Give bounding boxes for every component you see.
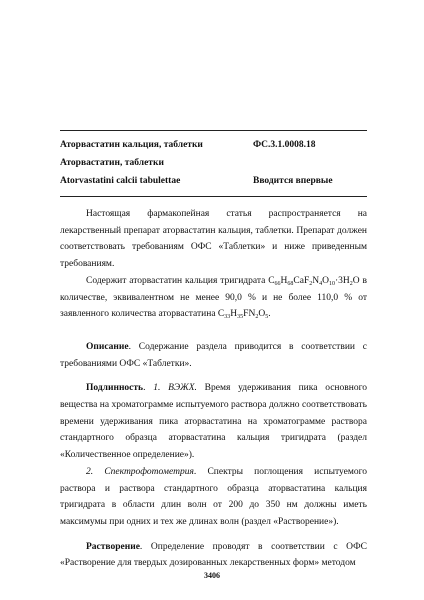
section-gap (60, 323, 367, 339)
monograph-title: Аторвастатин кальция, таблетки (60, 140, 203, 150)
header-top-rule (60, 130, 367, 131)
monograph-code: ФС.3.1.0008.18 (253, 140, 316, 150)
identity-spectro-paragraph: 2. Спектрофотометрия. Спектры поглощения испытуемого раствора и раствора стандартного образца аторвастатина кальция тригидрата в области длин волн от 200 до 350 нм должны иметь максимумы при одних и тех же длинах волн (раздел «Растворение»). (60, 466, 367, 527)
monograph-latin-title: Atorvastatini calcii tabulettae (60, 176, 181, 186)
identity-section: Подлинность. 1. ВЭЖХ. Время удерживания пика основного вещества на хроматограмме испытуемого раствора должно соответствовать времени удерживания пика аторвастатина на хроматограмме раствора стандартного образца аторвастатина кальция тригидрата (раздел «Количественное определение»). (60, 383, 367, 461)
header-bottom-rule (60, 196, 367, 197)
content-paragraph: Содержит аторвастатин кальция тригидрата $C_{66}H_{68}CaF_2N_4O_{10}\cdot 3H_2O$ в количестве, эквивалентном не менее 90,0 % и не более 110,0 % от заявленного количества аторвастатина $C_{33}H_{35}FN_2O_5$. (60, 275, 367, 321)
identity-method-hplc: 1. ВЭЖХ. (153, 383, 197, 394)
intro-paragraph: Настоящая фармакопейная статья распространяется на лекарственный препарат аторвастатин кальция, таблетки. Препарат должен соответствовать требованиям ОФС «Таблетки» и ниже приведенным требованиям. (60, 209, 367, 270)
monograph-status: Вводится впервые (253, 176, 333, 186)
section-gap (60, 372, 367, 380)
dissolution-section: Растворение. Определение проводят в соответствии с ОФС «Растворение для твердых дозированных лекарственных форм» методом (60, 541, 367, 569)
section-gap (60, 531, 367, 539)
page-number: 3406 (204, 571, 220, 580)
monograph-alt-title: Аторвастатин, таблетки (60, 158, 164, 168)
identity-label: Подлинность (86, 383, 144, 394)
body-text (60, 206, 367, 572)
description-label: Описание (86, 341, 129, 352)
identity-method-spectro: 2. Спектрофотометрия (86, 466, 194, 477)
description-section: Описание. Содержание раздела приводится в соответствии с требованиями ОФС «Таблетки». (60, 341, 367, 369)
dissolution-label: Растворение (86, 541, 140, 552)
